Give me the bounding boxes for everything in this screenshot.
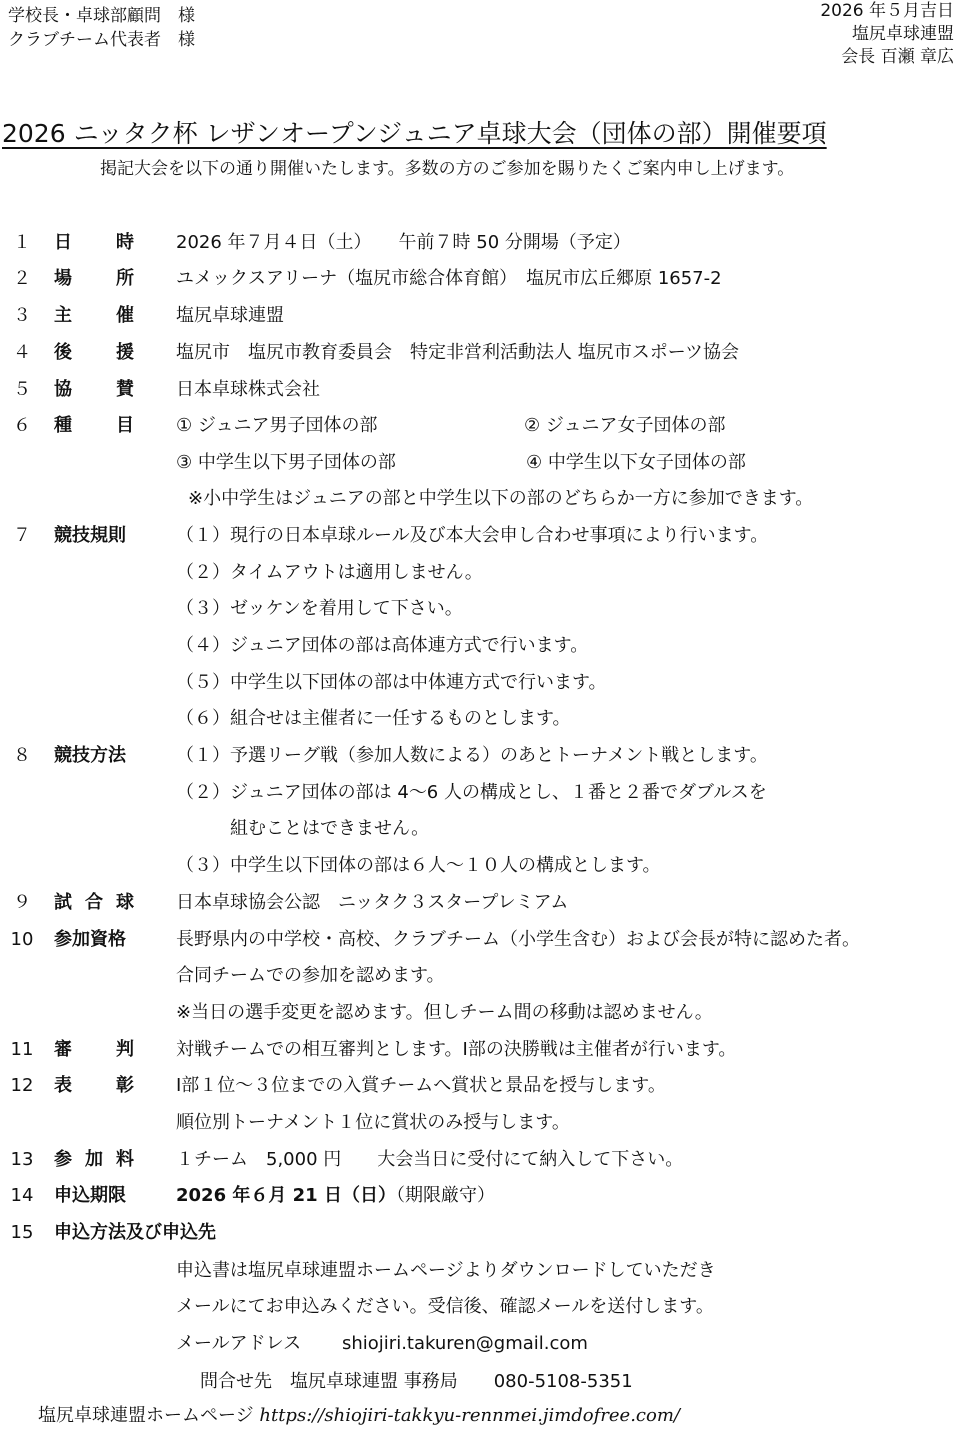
awards-1: Ⅰ部１位～３位までの入賞チームへ賞状と景品を授与します。 <box>176 1075 666 1096</box>
eligibility-2: 合同チームでの参加を認めます。 <box>176 965 445 986</box>
format-2: （２）ジュニア団体の部は 4～6 人の構成とし、１番と２番でダブルスを <box>176 782 767 803</box>
event-4: ④ 中学生以下女子団体の部 <box>526 452 746 473</box>
homepage-label: 塩尻卓球連盟ホームページ <box>38 1405 254 1426</box>
issue-date: 2026 年５月吉日 <box>820 1 954 21</box>
event-2: ② ジュニア女子団体の部 <box>524 415 726 436</box>
awards-2: 順位別トーナメント１位に賞状のみ授与します。 <box>176 1112 570 1133</box>
item-number: 13 <box>10 1149 34 1170</box>
document-title: 2026 ニッタク杯 レザンオープンジュニア卓球大会（団体の部）開催要項 <box>2 119 827 148</box>
item-content: 2026 年７月４日（土） 午前７時 50 分開場（予定） <box>176 232 631 253</box>
deadline-note: （期限厳守） <box>395 1185 495 1206</box>
item-number: １ <box>13 232 31 253</box>
item-label: 参 加 料 <box>54 1149 134 1170</box>
event-3: ③ 中学生以下男子団体の部 <box>176 452 396 473</box>
item-label: 後 援 <box>54 342 134 363</box>
item-label: 場 所 <box>54 268 134 289</box>
item-number: ３ <box>13 305 31 326</box>
item-content: 日本卓球株式会社 <box>176 379 320 400</box>
item-number: 15 <box>10 1222 34 1243</box>
item-label: 協 賛 <box>54 379 134 400</box>
application-2: メールにてお申込みください。受信後、確認メールを送付します。 <box>176 1296 714 1317</box>
item-content: 日本卓球協会公認 ニッタク３スタープレミアム <box>176 892 569 913</box>
item-number: ４ <box>13 342 31 363</box>
item-number: 12 <box>10 1075 34 1096</box>
contact-info: 問合せ先 塩尻卓球連盟 事務局 080-5108-5351 <box>200 1371 633 1392</box>
item-label: 申込方法及び申込先 <box>54 1222 216 1243</box>
item-number: 14 <box>10 1185 34 1206</box>
eligibility-1: 長野県内の中学校・高校、クラブチーム（小学生含む）および会長が特に認めた者。 <box>176 929 860 950</box>
format-1: （１）予選リーグ戦（参加人数による）のあとトーナメント戦とします。 <box>176 745 768 766</box>
format-3: （３）中学生以下団体の部は６人～１０人の構成とします。 <box>176 855 661 876</box>
rule-4: （４）ジュニア団体の部は高体連方式で行います。 <box>176 635 589 656</box>
item-label: 競技方法 <box>54 745 126 766</box>
deadline-date: 2026 年６月 21 日（日） <box>176 1185 396 1206</box>
events-note: ※小中学生はジュニアの部と中学生以下の部のどちらか一方に参加できます。 <box>188 488 814 509</box>
item-label: 申込期限 <box>54 1185 126 1206</box>
sender-president: 会長 百瀬 章広 <box>841 47 954 67</box>
item-label: 試 合 球 <box>54 892 134 913</box>
rule-6: （６）組合せは主催者に一任するものとします。 <box>176 708 571 729</box>
email-address-link[interactable]: shiojiri.takuren@gmail.com <box>342 1333 588 1354</box>
item-label: 種 目 <box>54 415 134 436</box>
item-content: １チーム 5,000 円 大会当日に受付にて納入して下さい。 <box>176 1149 684 1170</box>
sender-block <box>820 0 954 69</box>
addressee-block <box>8 4 195 52</box>
rule-2: （２）タイムアウトは適用しません。 <box>176 562 483 583</box>
item-content <box>176 1182 495 1210</box>
addressee-line-1: 学校長・卓球部顧問 様 <box>8 6 195 26</box>
item-label: 審 判 <box>54 1039 134 1060</box>
document-intro: 掲記大会を以下の通り開催いたします。多数の方のご参加を賜りたくご案内申し上げます。 <box>100 159 795 179</box>
homepage-footer <box>38 1402 680 1430</box>
sender-organization: 塩尻卓球連盟 <box>852 24 954 44</box>
rule-1: （１）現行の日本卓球ルール及び本大会申し合わせ事項により行います。 <box>176 525 769 546</box>
item-content: ユメックスアリーナ（塩尻市総合体育館） 塩尻市広丘郷原 1657-2 <box>176 268 722 289</box>
item-label: 日 時 <box>54 232 134 253</box>
application-1: 申込書は塩尻卓球連盟ホームページよりダウンロードしていただき <box>176 1260 716 1281</box>
rule-3: （３）ゼッケンを着用して下さい。 <box>176 598 463 619</box>
item-number: 10 <box>10 929 34 950</box>
addressee-line-2: クラブチーム代表者 様 <box>8 30 195 50</box>
item-label: 主 催 <box>54 305 134 326</box>
rule-5: （５）中学生以下団体の部は中体連方式で行います。 <box>176 672 607 693</box>
item-number: ９ <box>13 892 31 913</box>
item-content: 対戦チームでの相互審判とします。Ⅰ部の決勝戦は主催者が行います。 <box>176 1039 737 1060</box>
item-label: 競技規則 <box>54 525 126 546</box>
item-number: ７ <box>13 525 31 546</box>
item-number: ８ <box>13 745 31 766</box>
homepage-url-link[interactable]: https://shiojiri-takkyu-rennmei.jimdofree.com/ <box>259 1405 680 1426</box>
item-number: 11 <box>10 1039 34 1060</box>
item-label: 参加資格 <box>54 929 126 950</box>
format-2-cont: 組むことはできません。 <box>230 818 430 839</box>
event-1: ① ジュニア男子団体の部 <box>176 415 378 436</box>
item-number: ５ <box>13 379 31 400</box>
email-label: メールアドレス <box>176 1333 302 1354</box>
eligibility-3: ※当日の選手変更を認めます。但しチーム間の移動は認めません。 <box>176 1002 713 1023</box>
item-number: ２ <box>13 268 31 289</box>
item-content: 塩尻卓球連盟 <box>176 305 284 326</box>
item-label: 表 彰 <box>54 1075 134 1096</box>
item-content: 塩尻市 塩尻市教育委員会 特定非営利活動法人 塩尻市スポーツ協会 <box>176 342 739 363</box>
item-number: ６ <box>13 415 31 436</box>
